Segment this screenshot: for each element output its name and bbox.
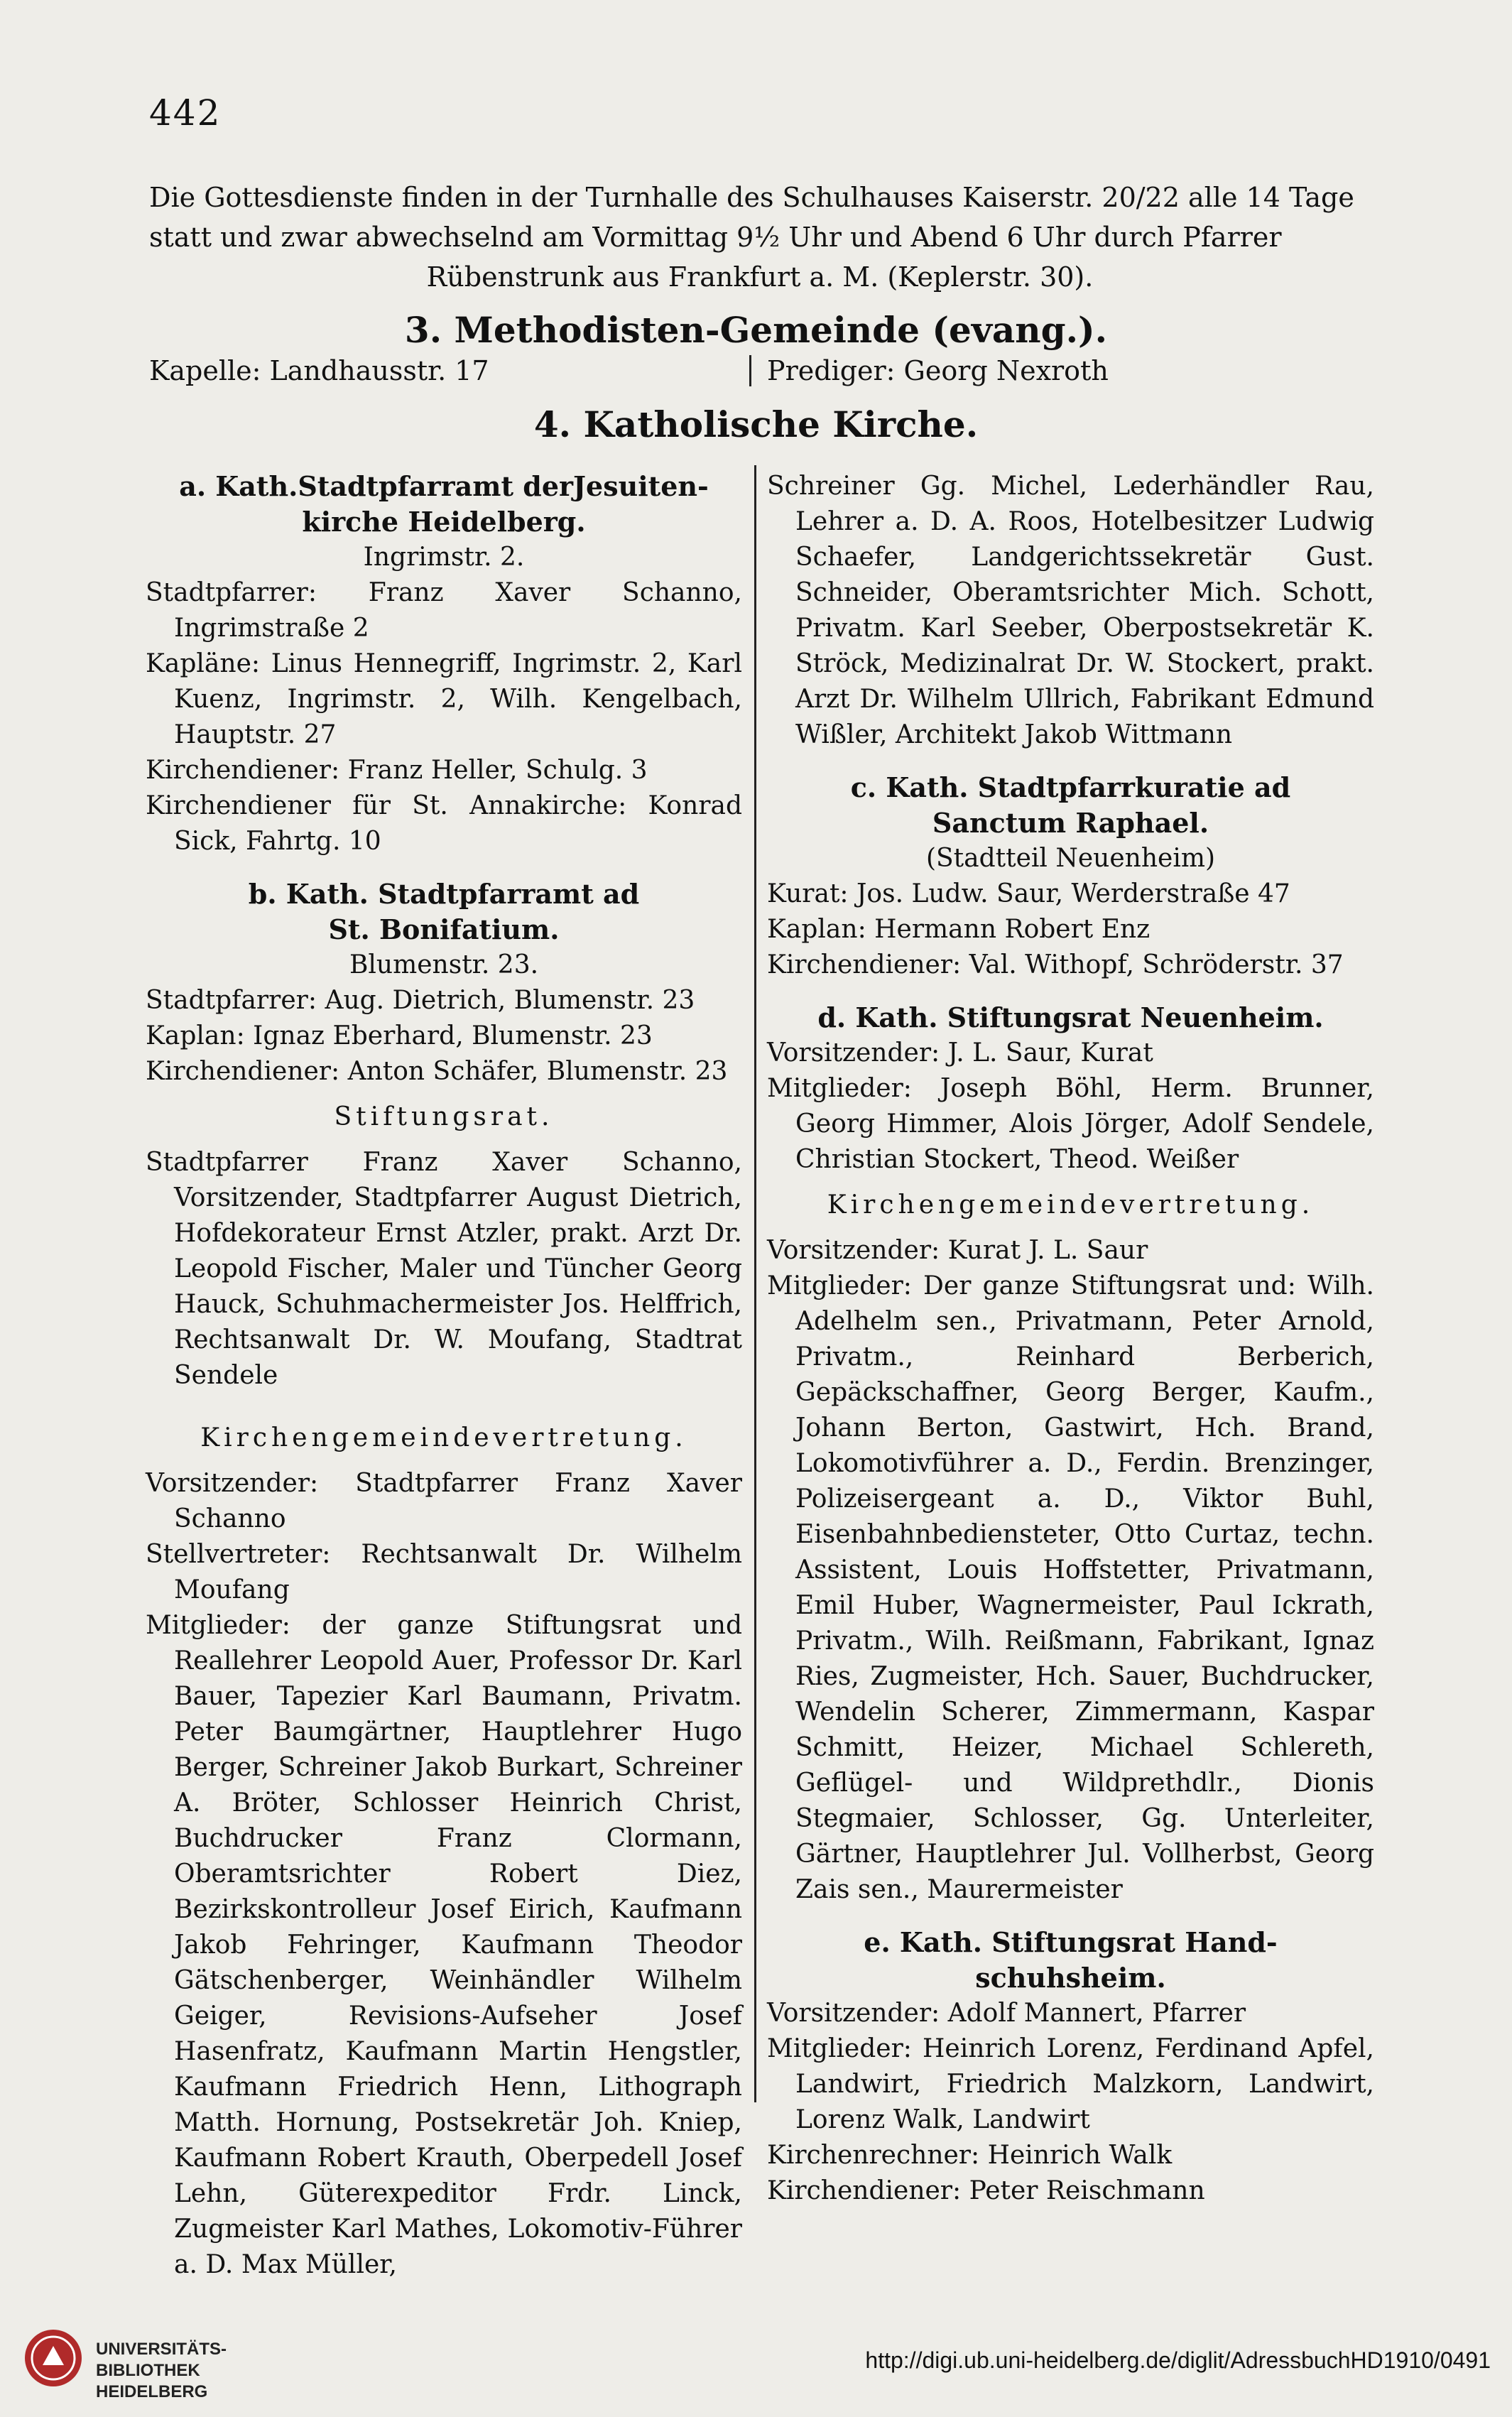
section-3-heading: 3. Methodisten-Gemeinde (evang.).: [404, 309, 1108, 351]
source-url-link[interactable]: http://digi.ub.uni-heidelberg.de/diglit/AdressbuchHD1910/0491: [865, 2347, 1491, 2373]
subsection-a-address: Ingrimstr. 2.: [363, 543, 525, 572]
entry-line: Mitglieder: Joseph Böhl, Herm. Brunner, Georg Himmer, Alois Jörger, Adolf Sendele, Christian Stockert, Theod. Weißer: [767, 1074, 1374, 1174]
subsection-b-address: Blumenstr. 23.: [349, 950, 539, 979]
entry-line: Kirchenrechner: Heinrich Walk: [767, 2141, 1173, 2170]
subsection-a-title-cont: kirche Heidelberg.: [302, 506, 586, 538]
entry-line: Vorsitzender: Stadtpfarrer Franz Xaver Schanno: [146, 1469, 742, 1533]
stiftungsrat-text: Stadtpfarrer Franz Xaver Schanno, Vorsitzender, Stadtpfarrer August Dietrich, Hofdekorateur Ernst Atzler, prakt. Arzt Dr. Leopold Fischer, Maler und Tüncher Georg Hauck, Schuhmachermeister Jos. Helffrich, Rechtsanwalt Dr. W. Moufang, Stadtrat Sendele: [146, 1148, 742, 1390]
subsection-d-title: d. Kath. Stiftungsrat Neuenheim.: [817, 1001, 1324, 1033]
library-name: [96, 2339, 227, 2403]
kgv-label: Kirchengemeindevertretung.: [827, 1190, 1315, 1220]
library-name-line: HEIDELBERG: [96, 2382, 208, 2401]
subsection-a-title: a. Kath.Stadtpfarramt derJesuiten-: [179, 470, 709, 502]
intro-line: Rübenstrunk aus Frankfurt a. M. (Keplerstr. 30).: [426, 261, 1094, 293]
entry-line: Stellvertreter: Rechtsanwalt Dr. Wilhelm Moufang: [146, 1540, 742, 1604]
subsection-c-title-cont: Sanctum Raphael.: [932, 807, 1209, 839]
kgv-label: Kirchengemeindevertretung.: [200, 1423, 687, 1452]
left-column: [146, 469, 742, 2283]
section-4-heading: 4. Katholische Kirche.: [533, 403, 979, 445]
entry-line: Vorsitzender: Kurat J. L. Saur: [767, 1236, 1148, 1265]
footer-bar: [0, 2312, 1512, 2417]
entry-line: Kirchendiener für St. Annakirche: Konrad Sick, Fahrtg. 10: [146, 791, 742, 856]
subsection-c-title: c. Kath. Stadtpfarrkuratie ad: [850, 771, 1291, 803]
entry-line: Vorsitzender: J. L. Saur, Kurat: [767, 1038, 1153, 1068]
library-seal-icon: [21, 2326, 85, 2393]
entry-line: Kirchendiener: Anton Schäfer, Blumenstr. 23: [146, 1057, 728, 1086]
entry-line: Kapläne: Linus Hennegriff, Ingrimstr. 2, Karl Kuenz, Ingrimstr. 2, Wilh. Kengelbach, Hauptstr. 27: [146, 649, 742, 749]
right-column: [767, 469, 1374, 2209]
intro-line: statt und zwar abwechselnd am Vormittag 9½ Uhr und Abend 6 Uhr durch Pfarrer: [149, 222, 1282, 253]
library-name-line: UNIVERSITÄTS-: [96, 2340, 227, 2359]
prediger-text: Prediger: Georg Nexroth: [749, 355, 1109, 386]
subsection-b-title: b. Kath. Stadtpfarramt ad: [248, 878, 640, 910]
entry-line: Kaplan: Hermann Robert Enz: [767, 915, 1151, 944]
subsection-e-title: e. Kath. Stiftungsrat Hand-: [864, 1926, 1278, 1958]
entry-line: Mitglieder: Heinrich Lorenz, Ferdinand Apfel, Landwirt, Friedrich Malzkorn, Landwirt, Lorenz Walk, Landwirt: [767, 2034, 1374, 2134]
library-name-line: BIBLIOTHEK: [96, 2361, 200, 2380]
entry-line: Kurat: Jos. Ludw. Saur, Werderstraße 47: [767, 879, 1290, 908]
entry-line: Stadtpfarrer: Franz Xaver Schanno, Ingrimstraße 2: [146, 578, 742, 643]
subsection-e-title-cont: schuhsheim.: [975, 1962, 1166, 1994]
entry-line: Kirchendiener: Val. Withopf, Schröderstr. 37: [767, 950, 1344, 979]
entry-line: Kirchendiener: Peter Reischmann: [767, 2176, 1205, 2205]
entry-line: Vorsitzender: Adolf Mannert, Pfarrer: [767, 1999, 1246, 2028]
column-divider: [754, 465, 756, 2102]
subsection-b-title-cont: St. Bonifatium.: [328, 913, 560, 945]
continued-text: Schreiner Gg. Michel, Lederhändler Rau, Lehrer a. D. A. Roos, Hotelbesitzer Ludwig Schaefer, Landgerichtssekretär Gust. Schneider, Oberamtsrichter Mich. Schott, Privatm. Karl Seeber, Oberpostsekretär K. Ströck, Medizinalrat Dr. W. Stockert, prakt. Arzt Dr. Wilhelm Ullrich, Fabrikant Edmund Wißler, Architekt Jakob Wittmann: [767, 472, 1374, 749]
entry-line: Mitglieder: der ganze Stiftungsrat und Reallehrer Leopold Auer, Professor Dr. Karl Bauer, Tapezier Karl Baumann, Privatm. Peter Baumgärtner, Hauptlehrer Hugo Berger, Schreiner Jakob Burkart, Schreiner A. Bröter, Schlosser Heinrich Christ, Buchdrucker Franz Clormann, Oberamtsrichter Robert Diez, Bezirkskontrolleur Josef Eirich, Kaufmann Jakob Fehringer, Kaufmann Theodor Gätschenberger, Weinhändler Wilhelm Geiger, Revisions-Aufseher Josef Hasenfratz, Kaufmann Martin Hengstler, Kaufmann Friedrich Henn, Lithograph Matth. Hornung, Postsekretär Joh. Kniep, Kaufmann Robert Krauth, Oberpedell Josef Lehn, Güterexpeditor Frdr. Linck, Zugmeister Karl Mathes, Lokomotiv-Führer a. D. Max Müller,: [146, 1611, 742, 2279]
page-number: 442: [149, 92, 222, 134]
kapelle-text: Kapelle: Landhausstr. 17: [149, 355, 489, 386]
subsection-c-subtitle: (Stadtteil Neuenheim): [925, 844, 1216, 873]
intro-paragraph: [149, 178, 1371, 297]
intro-line: Die Gottesdienste finden in der Turnhalle des Schulhauses Kaiserstr. 20/22 alle 14 Tage: [149, 182, 1354, 213]
stiftungsrat-label: Stiftungsrat.: [334, 1102, 554, 1131]
entry-line: Mitglieder: Der ganze Stiftungsrat und: Wilh. Adelhelm sen., Privatmann, Peter Arnold, Privatm., Reinhard Berberich, Gepäckschaffner, Georg Berger, Kaufm., Johann Berton, Gastwirt, Hch. Brand, Lokomotivführer a. D., Ferdin. Brenzinger, Polizeisergeant a. D., Viktor Buhl, Eisenbahnbediensteter, Otto Curtaz, techn. Assistent, Louis Hoffstetter, Privatmann, Emil Huber, Wagnermeister, Paul Ickrath, Privatm., Wilh. Reißmann, Fabrikant, Ignaz Ries, Zugmeister, Hch. Sauer, Buchdrucker, Wendelin Scherer, Zimmermann, Kaspar Schmitt, Heizer, Michael Schlereth, Geflügel- und Wildprethdlr., Dionis Stegmaier, Schlosser, Gg. Unterleiter, Gärtner, Hauptlehrer Jul. Vollherbst, Georg Zais sen., Maurermeister: [767, 1271, 1374, 1904]
entry-line: Stadtpfarrer: Aug. Dietrich, Blumenstr. 23: [146, 986, 695, 1015]
entry-line: Kirchendiener: Franz Heller, Schulg. 3: [146, 756, 648, 785]
entry-line: Kaplan: Ignaz Eberhard, Blumenstr. 23: [146, 1021, 653, 1050]
